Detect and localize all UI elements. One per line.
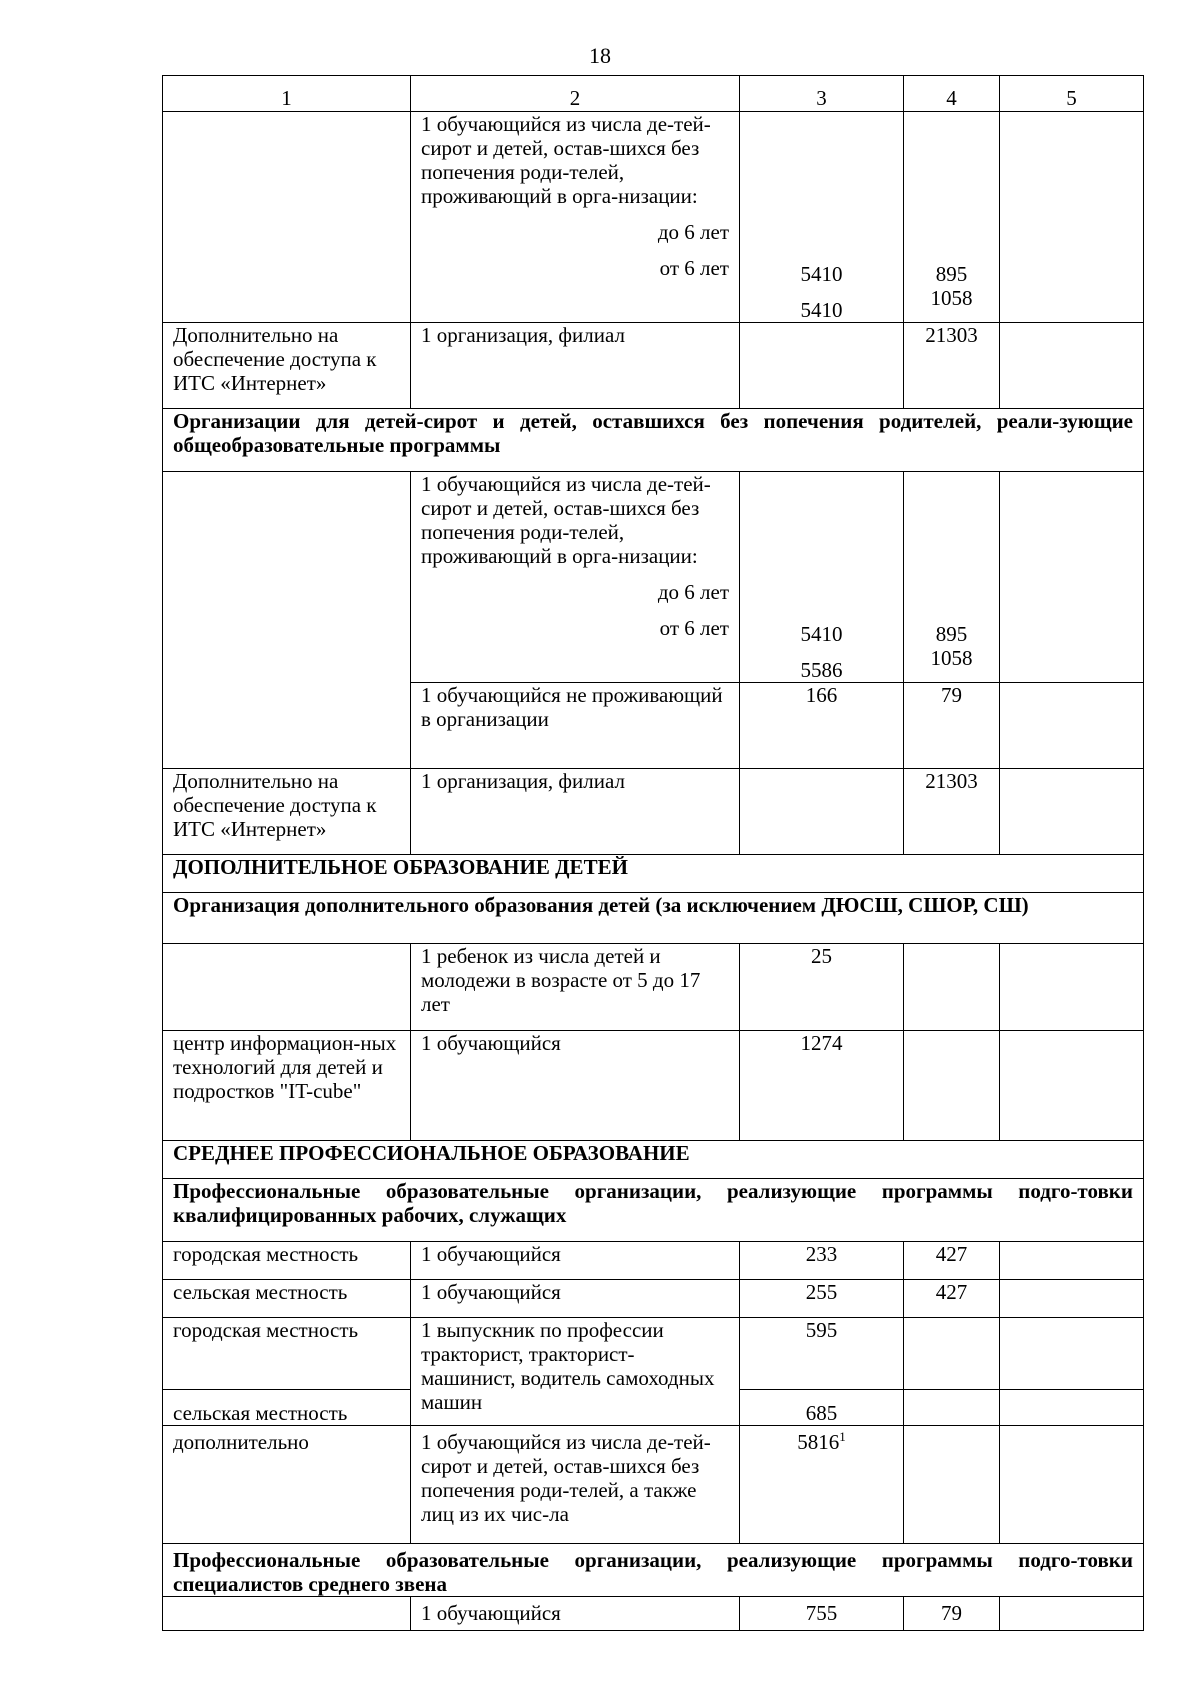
cell-c1 [163, 944, 411, 1031]
cell-c1: дополнительно [163, 1426, 411, 1544]
cell-c5 [1000, 1242, 1144, 1280]
cell-c3: 755 [740, 1597, 904, 1631]
cell-c3 [740, 769, 904, 855]
table-row [163, 1597, 1144, 1631]
section-heading-row [163, 409, 1144, 472]
value: 5410 [800, 262, 843, 286]
page-number: 18 [589, 43, 611, 68]
cell-c4 [904, 112, 1000, 323]
cell-c1 [163, 112, 411, 323]
col-header-4: 4 [904, 76, 1000, 112]
value: 5410 [800, 298, 843, 322]
sub-label-under-6: до 6 лет [657, 220, 729, 244]
cell-c5 [1000, 1426, 1144, 1544]
table-row [163, 944, 1144, 1031]
cell-c2: 1 обучающийся [411, 1597, 740, 1631]
cell-c4: 79 [904, 683, 1000, 769]
cell-c3: 595 [740, 1318, 904, 1390]
cell-c5 [1000, 112, 1144, 323]
value: 5410 [800, 622, 843, 646]
cell-c2: 1 выпускник по профессии тракторист, тракторист-машинист, водитель самоходных машин [411, 1318, 740, 1426]
cell-c4 [904, 1318, 1000, 1390]
cell-c2: 1 организация, филиал [411, 323, 740, 409]
value: 5586 [800, 658, 843, 682]
cell-c2: 1 обучающийся [411, 1242, 740, 1280]
section-heading-row [163, 893, 1144, 944]
cell-c2: 1 обучающийся не проживающий в организации [411, 683, 740, 769]
section-heading-row [163, 855, 1144, 893]
cell-c3: 1274 [740, 1031, 904, 1141]
cell-c1: центр информацион-ных технологий для детей и подростков "IT-cube" [163, 1031, 411, 1141]
cell-c2: 1 обучающийся из числа де-тей-сирот и детей, остав-шихся без попечения роди-телей, а также лиц из их чис-ла [411, 1426, 740, 1544]
value: 5816 [797, 1430, 840, 1454]
cell-c4 [904, 472, 1000, 683]
col-header-2: 2 [411, 76, 740, 112]
cell-c3: 233 [740, 1242, 904, 1280]
table-row [163, 323, 1144, 409]
table-header-row [163, 76, 1144, 112]
cell-c1: сельская местность [163, 1390, 411, 1426]
cell-c5 [1000, 944, 1144, 1031]
cell-c1: Дополнительно на обеспечение доступа к ИТС «Интернет» [163, 769, 411, 855]
cell-c4: 427 [904, 1280, 1000, 1318]
cell-c1: городская местность [163, 1242, 411, 1280]
table-row [163, 1280, 1144, 1318]
value: 1058 [930, 286, 973, 310]
sub-label-under-6: до 6 лет [657, 580, 729, 604]
cell-c2: 1 ребенок из числа детей и молодежи в возрасте от 5 до 17 лет [411, 944, 740, 1031]
col-header-3: 3 [740, 76, 904, 112]
cell-c5 [1000, 1031, 1144, 1141]
section-heading: ДОПОЛНИТЕЛЬНОЕ ОБРАЗОВАНИЕ ДЕТЕЙ [163, 855, 1144, 893]
cell-c5 [1000, 1318, 1144, 1390]
tariff-table [162, 75, 1144, 1631]
cell-c5 [1000, 1280, 1144, 1318]
cell-c5 [1000, 323, 1144, 409]
section-heading-row [163, 1544, 1144, 1597]
cell-c4 [904, 1426, 1000, 1544]
section-heading: Организация дополнительного образования детей (за исключением ДЮСШ, СШОР, СШ) [163, 893, 1144, 944]
cell-c5 [1000, 1597, 1144, 1631]
cell-c2: 1 организация, филиал [411, 769, 740, 855]
section-heading-row [163, 1141, 1144, 1179]
row-description: 1 обучающийся из числа де-тей-сирот и детей, остав-шихся без попечения роди-телей, проживающий в орга-низации: [421, 472, 711, 568]
cell-c3: 255 [740, 1280, 904, 1318]
table-row [163, 112, 1144, 323]
cell-c3: 25 [740, 944, 904, 1031]
cell-c2 [411, 112, 740, 323]
cell-c5 [1000, 472, 1144, 683]
value: 895 [935, 262, 968, 286]
sub-label-over-6: от 6 лет [659, 616, 729, 640]
table-row [163, 1426, 1144, 1544]
cell-c2: 1 обучающийся [411, 1280, 740, 1318]
section-heading: Профессиональные образовательные организации, реализующие программы подго-товки квалифицированных рабочих, служащих [163, 1179, 1144, 1242]
section-heading: Профессиональные образовательные организации, реализующие программы подго-товки специалистов среднего звена [163, 1544, 1144, 1597]
section-heading: Организации для детей-сирот и детей, оставшихся без попечения родителей, реали-зующие общеобразовательные программы [163, 409, 1144, 472]
cell-c4 [904, 944, 1000, 1031]
cell-c1 [163, 1597, 411, 1631]
cell-c4: 21303 [904, 769, 1000, 855]
cell-c3 [740, 1426, 904, 1544]
cell-c3 [740, 323, 904, 409]
cell-c4: 427 [904, 1242, 1000, 1280]
cell-c3 [740, 112, 904, 323]
cell-c4: 79 [904, 1597, 1000, 1631]
table-row [163, 1031, 1144, 1141]
section-heading-row [163, 1179, 1144, 1242]
cell-c4 [904, 1031, 1000, 1141]
cell-c2 [411, 472, 740, 683]
cell-c4 [904, 1390, 1000, 1426]
value: 1058 [930, 646, 973, 670]
cell-c5 [1000, 1390, 1144, 1426]
table-row [163, 472, 1144, 683]
cell-c2: 1 обучающийся [411, 1031, 740, 1141]
value: 895 [935, 622, 968, 646]
footnote-marker: 1 [839, 1429, 846, 1444]
cell-c5 [1000, 769, 1144, 855]
cell-c1: Дополнительно на обеспечение доступа к ИТС «Интернет» [163, 323, 411, 409]
table-row [163, 1242, 1144, 1280]
cell-c5 [1000, 683, 1144, 769]
table-row [163, 1318, 1144, 1390]
cell-c3: 685 [740, 1390, 904, 1426]
col-header-1: 1 [163, 76, 411, 112]
cell-c1 [163, 472, 411, 769]
cell-c1: городская местность [163, 1318, 411, 1390]
cell-c3: 166 [740, 683, 904, 769]
table-row [163, 769, 1144, 855]
cell-c1: сельская местность [163, 1280, 411, 1318]
cell-c4: 21303 [904, 323, 1000, 409]
cell-c3 [740, 472, 904, 683]
section-heading: СРЕДНЕЕ ПРОФЕССИОНАЛЬНОЕ ОБРАЗОВАНИЕ [163, 1141, 1144, 1179]
row-description: 1 обучающийся из числа де-тей-сирот и детей, остав-шихся без попечения роди-телей, проживающий в орга-низации: [421, 112, 711, 208]
col-header-5: 5 [1000, 76, 1144, 112]
sub-label-over-6: от 6 лет [659, 256, 729, 280]
